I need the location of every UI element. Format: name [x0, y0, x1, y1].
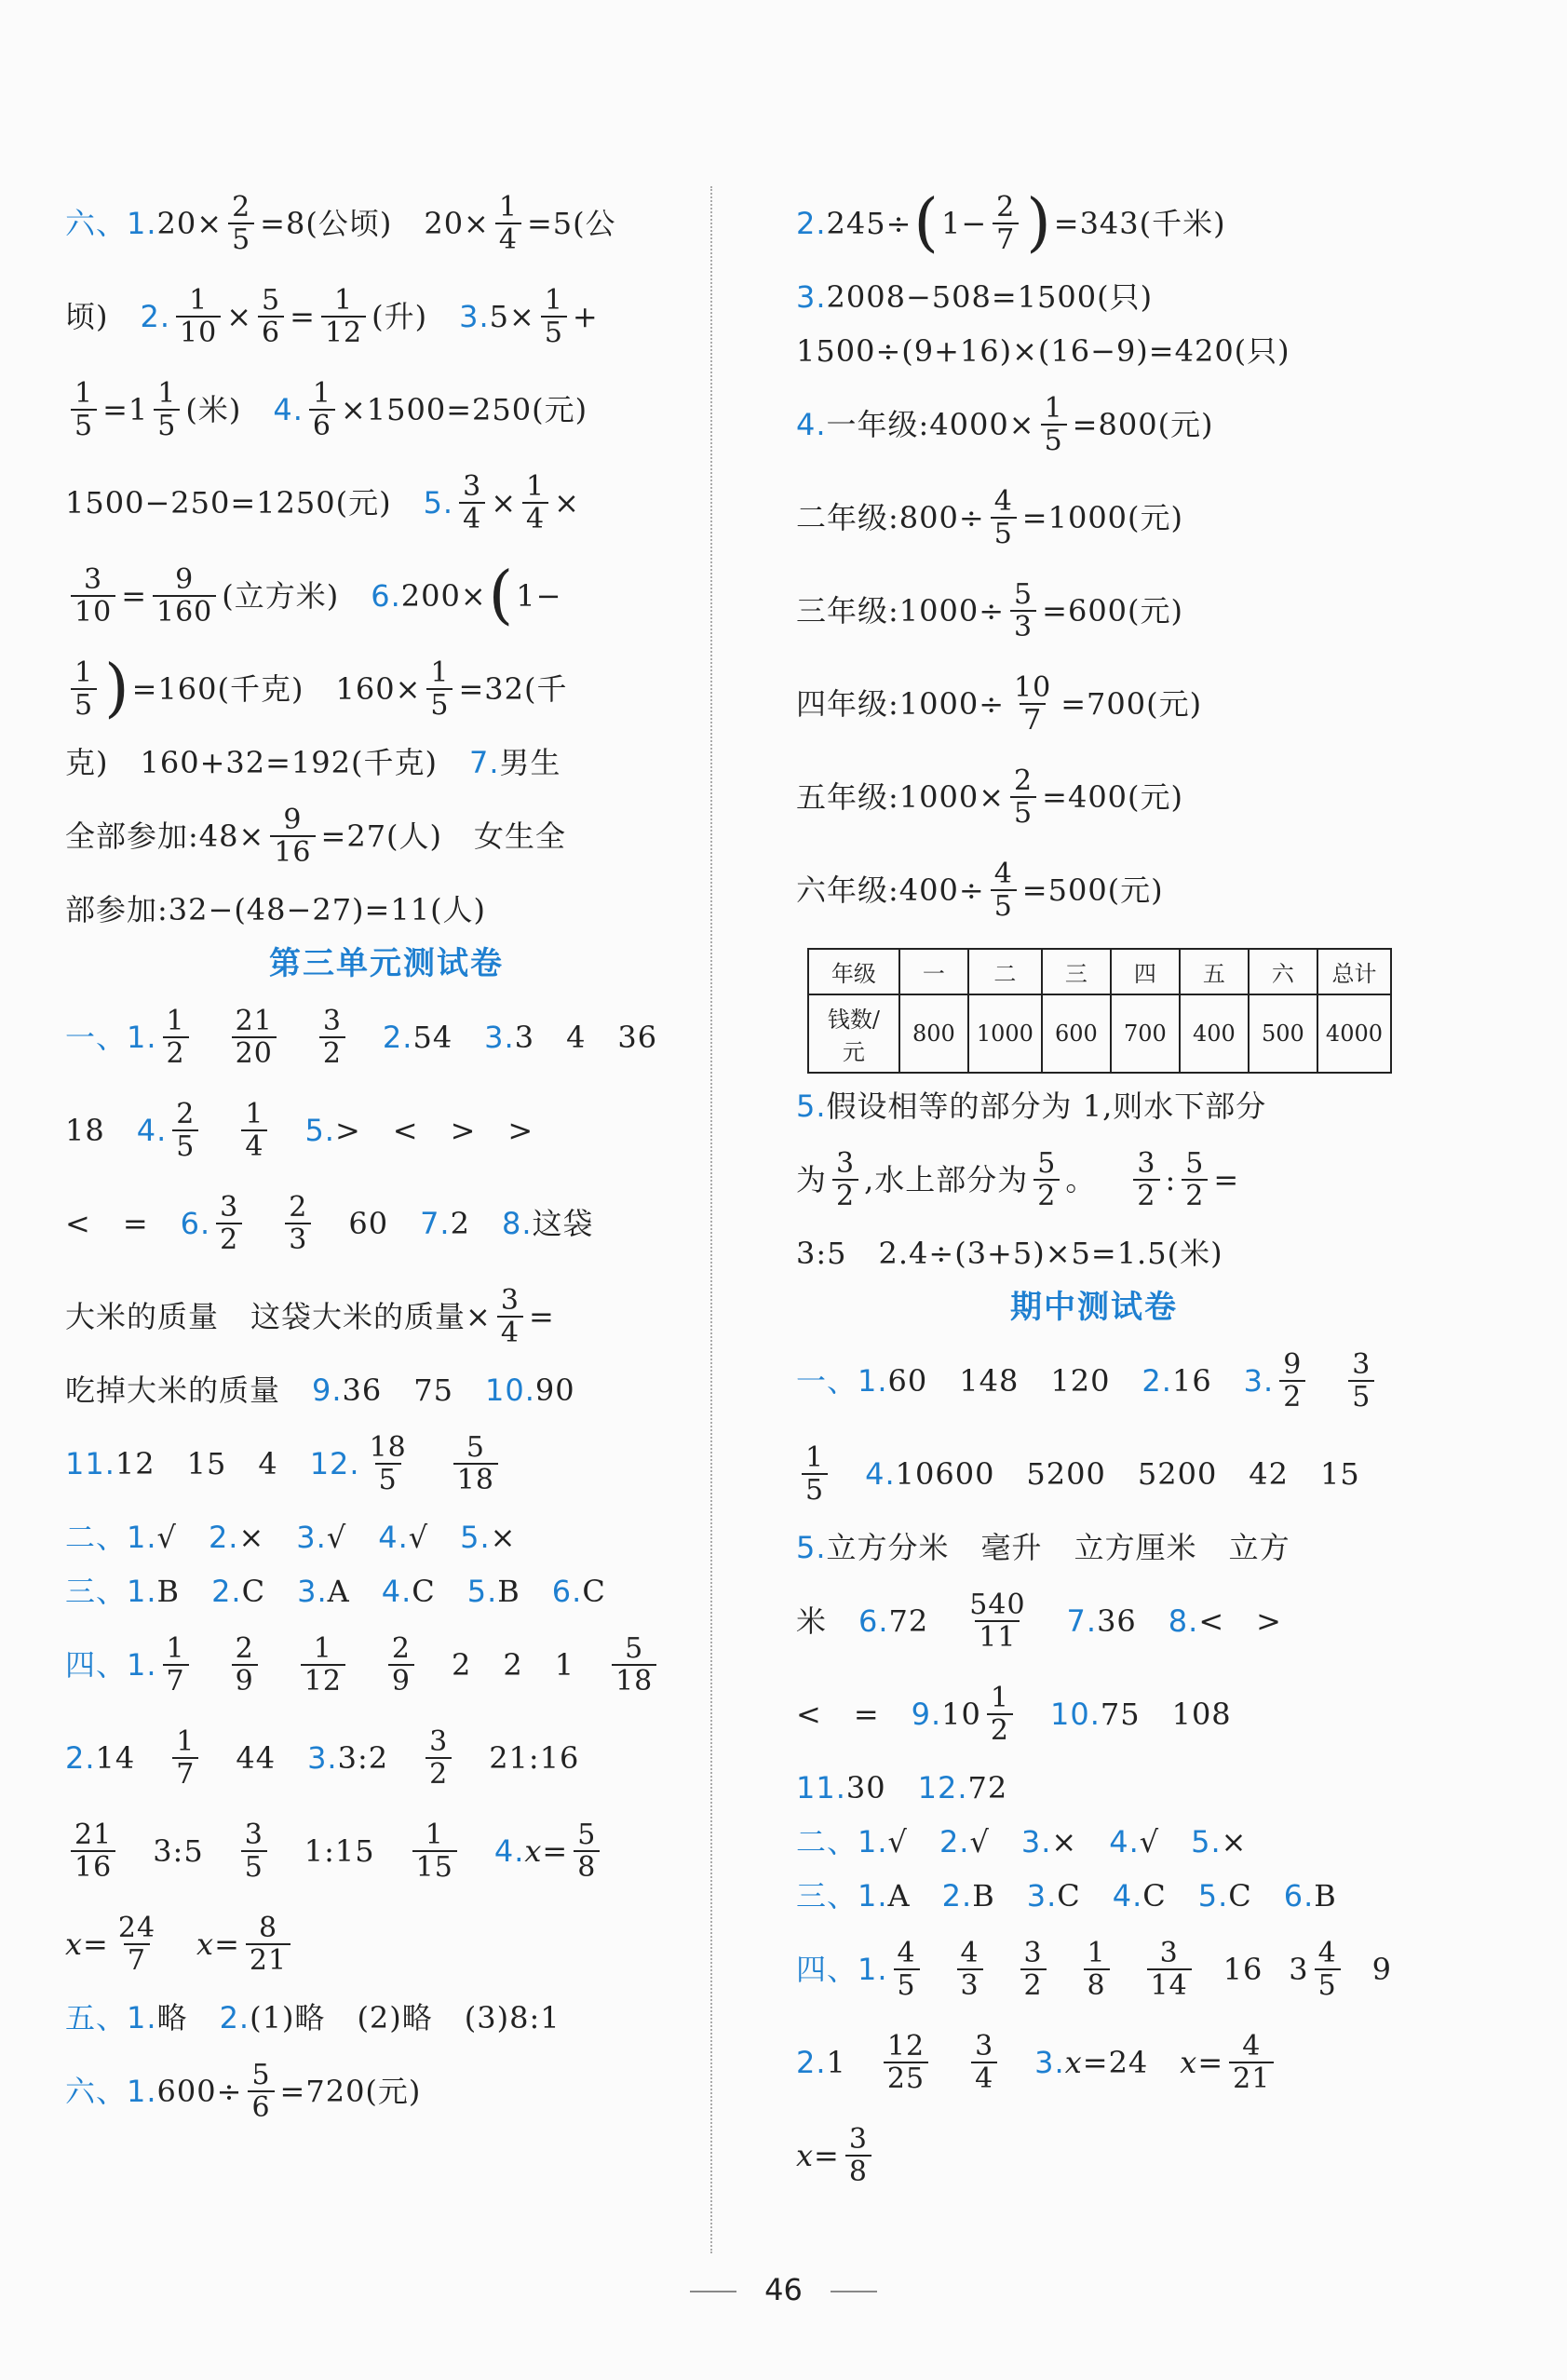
table-cell: 600: [1042, 994, 1111, 1073]
table-cell: 六: [1249, 949, 1317, 994]
table-cell: 1000: [968, 994, 1042, 1073]
table-cell: 400: [1180, 994, 1249, 1073]
answer-line: 1500÷(9+16)×(16−9)=420(只): [796, 333, 1290, 369]
table-cell: 钱数/元: [808, 994, 899, 1073]
answer-line: x = $\frac{24}{7}$ x = $\frac{8}{21}$: [65, 1898, 708, 1991]
answer-line: 4. 一年级:4000× $\frac{1}{5}$ =800(元): [796, 392, 1214, 457]
answer-line: 2. 1 $\frac{12}{25}$ $\frac{3}{4}$ 3. x =24 x = $\frac{4}{21}$: [796, 2016, 1392, 2109]
answer-line: 六、1. 20× $\frac{2}{5}$ =8(公顷) 20× $\frac{1}{4}$ =5(公: [65, 191, 616, 256]
answer-line: 一、1. $\frac{1}{2}$ $\frac{21}{20}$ $\frac{3}{2}$ 2. 54 3. 3 4 36: [65, 1005, 658, 1070]
table-cell: 4000: [1317, 994, 1391, 1073]
answer-line: 全部参加:48× $\frac{9}{16}$ =27(人) 女生全: [65, 804, 567, 869]
answer-line: 三、1. A 2. B 3. C 4. C 5. C 6. B: [796, 1878, 1337, 1913]
answer-line: 1500−250=1250(元) 5. $\frac{3}{4}$ × $\frac{1}{4}$ ×: [65, 470, 580, 535]
answer-line: 二、1. √ 2. √ 3. × 4. √ 5. ×: [796, 1824, 1248, 1859]
table-header-row: [808, 949, 1391, 994]
answer-line: 部参加:32−(48−27)=11(人): [65, 892, 487, 927]
answer-line: 六、1. 600÷ $\frac{5}{6}$ =720(元): [65, 2059, 422, 2124]
column-divider: [710, 186, 712, 2253]
answer-line: 为 $\frac{3}{2}$ ,水上部分为 $\frac{5}{2}$ 。 $\frac{3}{2}$ : $\frac{5}{2}$ =: [796, 1147, 1240, 1212]
table-cell: 一: [899, 949, 968, 994]
answer-line: 米 6. 72 $\frac{540}{11}$ 7. 36 8. < >: [796, 1589, 1282, 1654]
answer-line: $\frac{1}{5}$ =1 $\frac{1}{5}$ (米) 4. $\frac{1}{6}$ ×1500=250(元): [65, 363, 708, 456]
answer-line: 2. 14 $\frac{1}{7}$ 44 3. 3:2 $\frac{3}{2}$ 21:16: [65, 1725, 580, 1791]
table-cell: 五: [1180, 949, 1249, 994]
answer-line: 二年级:800÷ $\frac{4}{5}$ =1000(元): [796, 485, 1184, 550]
table-row: [808, 994, 1391, 1073]
answer-line: $\frac{21}{16}$ 3:5 $\frac{3}{5}$ 1:15 $\frac{1}{15}$ 4. x = $\frac{5}{8}$: [65, 1805, 708, 1898]
answer-line: 五、1. 略 2. (1)略 (2)略 (3)8:1: [65, 2000, 561, 2035]
answer-line: $\frac{3}{10}$ = $\frac{9}{160}$ (立方米) 6. 200× ( 1−: [65, 549, 708, 642]
left-column: [65, 177, 708, 2138]
table-cell: 700: [1111, 994, 1180, 1073]
table-cell: 二: [968, 949, 1042, 994]
answer-line: x = $\frac{3}{8}$: [796, 2109, 1392, 2202]
answer-line: 大米的质量 这袋大米的质量× $\frac{3}{4}$ =: [65, 1284, 555, 1349]
answer-line: 四、1. $\frac{4}{5}$ $\frac{4}{3}$ $\frac{3}{2}$ $\frac{1}{8}$ $\frac{3}{14}$ 16 3 $\frac{4}{5}$ 9: [796, 1937, 1392, 2002]
section-heading: 第三单元测试卷: [269, 945, 504, 982]
answer-line: 四、1. $\frac{1}{7}$ $\frac{2}{9}$ $\frac{1}{12}$ $\frac{2}{9}$ 2 2 1 $\frac{5}{18}$: [65, 1618, 708, 1711]
answer-line: 18 4. $\frac{2}{5}$ $\frac{1}{4}$ 5. > < > >: [65, 1098, 534, 1163]
page-number: 46: [0, 2272, 1567, 2307]
answer-line: < = 6. $\frac{3}{2}$ $\frac{2}{3}$ 60 7. 2 8. 这袋: [65, 1191, 594, 1256]
answer-line: 五年级:1000× $\frac{2}{5}$ =400(元): [796, 764, 1184, 830]
section-heading: 期中测试卷: [1010, 1289, 1178, 1326]
answer-line: 11. 12 15 4 12. $\frac{18}{5}$ $\frac{5}{18}$: [65, 1417, 708, 1510]
money-table: [807, 948, 1392, 1074]
table-cell: 年级: [808, 949, 899, 994]
answer-line: 二、1. √ 2. × 3. √ 4. √ 5. ×: [65, 1520, 517, 1555]
table-cell: 800: [899, 994, 968, 1073]
right-column: [796, 177, 1392, 2202]
answer-line: 三年级:1000÷ $\frac{5}{3}$ =600(元): [796, 578, 1184, 643]
answer-line: 11. 30 12. 72: [796, 1770, 1008, 1805]
answer-line: $\frac{1}{5}$ 4. 10600 5200 5200 42 15: [796, 1427, 1392, 1521]
answer-line: 六年级:400÷ $\frac{4}{5}$ =500(元): [796, 858, 1164, 923]
answer-line: 吃掉大米的质量 9. 36 75 10. 90: [65, 1373, 575, 1408]
answer-line: 2. 245÷ ( 1− $\frac{2}{7}$ ) =343(千米): [796, 185, 1226, 260]
answer-line: $\frac{1}{5}$ ) =160(千克) 160× $\frac{1}{5}$ =32(千: [65, 642, 708, 736]
table-cell: 三: [1042, 949, 1111, 994]
table-cell: 四: [1111, 949, 1180, 994]
answer-line: 顷) 2. $\frac{1}{10}$ × $\frac{5}{6}$ = $\frac{1}{12}$ (升) 3. 5× $\frac{1}{5}$ +: [65, 284, 599, 349]
answer-line: 克) 160+32=192(千克) 7. 男生: [65, 745, 561, 780]
answer-line: 三、1. B 2. C 3. A 4. C 5. B 6. C: [65, 1574, 606, 1609]
answer-line: 一、1. 60 148 120 2. 16 3. $\frac{9}{2}$ $\frac{3}{5}$: [796, 1334, 1392, 1427]
answer-line: 5. 立方分米 毫升 立方厘米 立方: [796, 1530, 1290, 1565]
table-cell: 总计: [1317, 949, 1391, 994]
answer-line: 3. 2008−508=1500(只): [796, 279, 1154, 315]
answer-line: < = 9. 10 $\frac{1}{2}$ 10. 75 108: [796, 1682, 1232, 1747]
answer-line: 3:5 2.4÷(3+5)×5=1.5(米): [796, 1236, 1223, 1271]
answer-line: 四年级:1000÷ $\frac{10}{7}$ =700(元): [796, 671, 1203, 737]
answer-line: 5. 假设相等的部分为 1,则水下部分: [796, 1089, 1267, 1124]
table-cell: 500: [1249, 994, 1317, 1073]
